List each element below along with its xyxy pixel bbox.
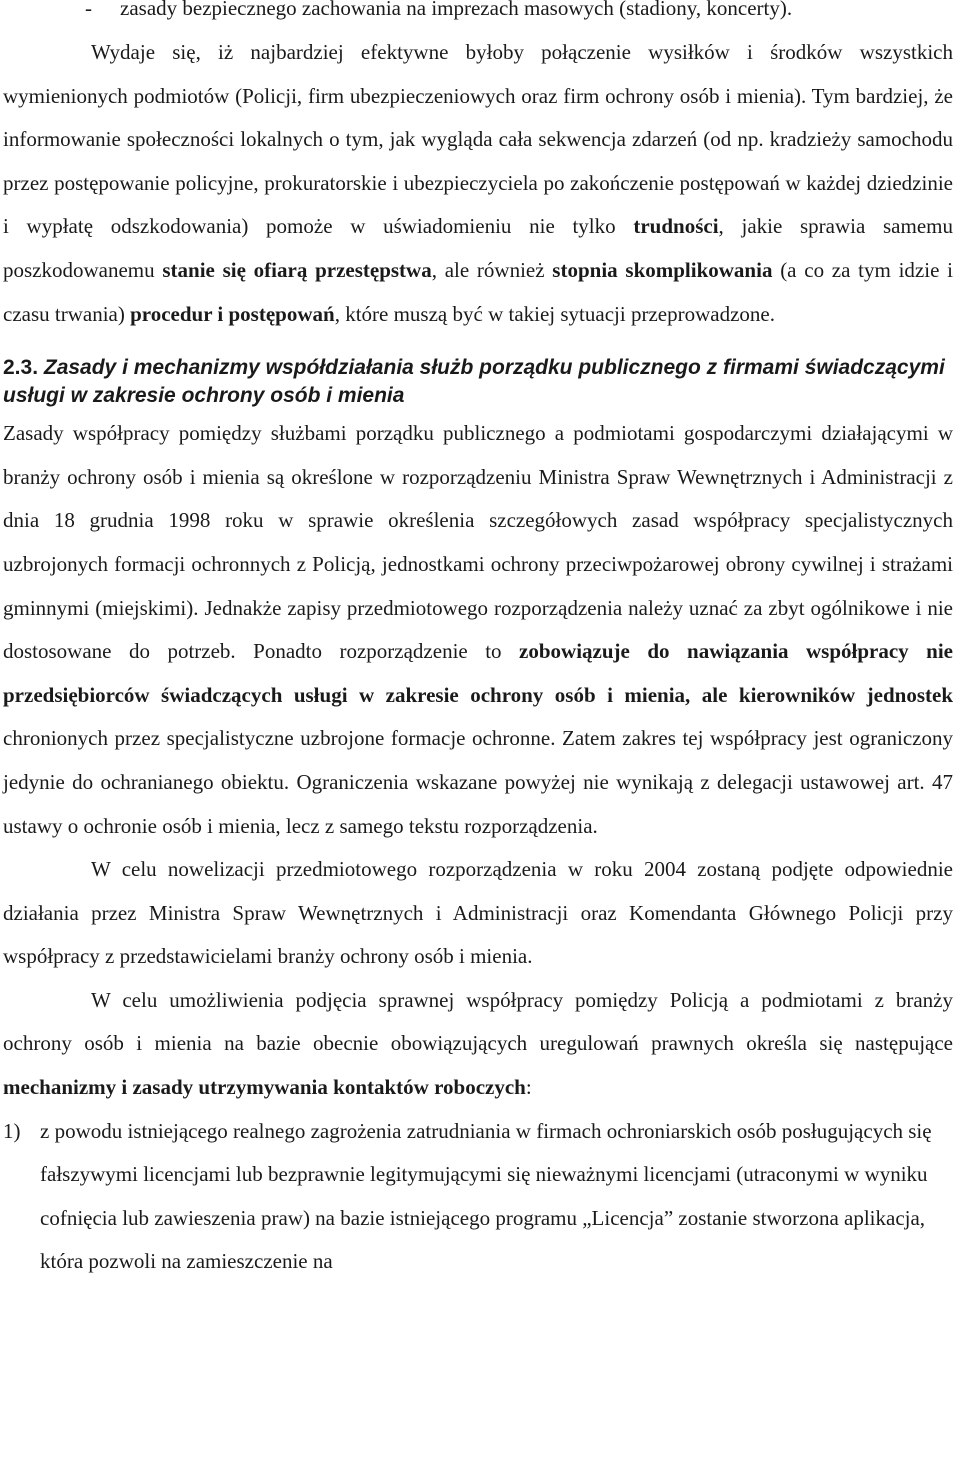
- paragraph-amendment: W celu nowelizacji przedmiotowego rozporządzenia w roku 2004 zostaną podjęte odpowiednie działania przez Ministra Spraw Wewnętrznych i Administracji oraz Komendanta Głównego Policji przy współpracy z przedstawicielami branży ochrony osób i mienia.: [3, 857, 953, 969]
- document-page: [3, 0, 953, 1284]
- list-dash-marker: -: [85, 0, 92, 20]
- bold-run: stopnia skomplikowania: [552, 257, 773, 282]
- bold-run: mechanizmy i zasady utrzymywania kontaktów roboczych: [3, 1075, 526, 1100]
- text-run: , ale również: [431, 257, 553, 282]
- text-run: chronionych przez specjalistyczne uzbrojone formacje ochronne. Zatem zakres tej współpracy jest ograniczony jedynie do ochranianego obiektu. Ograniczenia wskazane powyżej nie wynikają z delegacji ustawowej art. 47 ustawy o ochronie osób i mienia, lecz z samego tekstu rozporządzenia.: [3, 726, 953, 838]
- text-run: :: [525, 1075, 532, 1100]
- section-heading: [3, 354, 953, 410]
- bold-run: stanie się ofiarą przestępstwa: [162, 257, 432, 282]
- section-title: Zasady i mechanizmy współdziałania służb porządku publicznego z firmami świadczącymi usługi w zakresie ochrony osób i mienia: [3, 356, 945, 408]
- paragraph-regulation: [3, 412, 953, 848]
- text-run: Zasady współpracy pomiędzy służbami porządku publicznego a podmiotami gospodarczymi działającymi w branży ochrony osób i mienia są określone w rozporządzeniu Ministra Spraw Wewnętrznych i Administracji z dnia 18 grudnia 1998 roku w sprawie określenia szczegółowych zasad współpracy specjalistycznych uzbrojonych formacji ochronnych z Policją, jednostkami ochrony przeciwpożarowej obrony cywilnej i strażami gminnymi (miejskimi). Jednakże zapisy przedmiotowego rozporządzenia należy uznać za zbyt ogólnikowe i nie dostosowane do potrzeb. Ponadto rozporządzenie to: [3, 421, 953, 664]
- section-number: 2.3.: [3, 356, 39, 380]
- paragraph-cooperation-effectiveness: [3, 31, 953, 336]
- bold-run: zobowiązuje do nawiązania współpracy nie przedsiębiorców świadczących usługi w zakresie ochrony osób i mienia, ale kierowników jednostek: [3, 639, 954, 707]
- paragraph-mechanisms: [3, 979, 953, 1110]
- list-item-text: zasady bezpiecznego zachowania na imprezach masowych (stadiony, koncerty).: [120, 0, 793, 20]
- bold-run: trudności: [633, 214, 719, 239]
- text-run: W celu umożliwienia podjęcia sprawnej współpracy pomiędzy Policją a podmiotami z branży ochrony osób i mienia na bazie obecnie obowiązujących uregulowań prawnych określa się następujące: [3, 987, 953, 1056]
- list-item-licence: [3, 1110, 953, 1284]
- list-number-marker: 1): [3, 1118, 21, 1143]
- text-run: , które muszą być w takiej sytuacji przeprowadzone.: [334, 301, 775, 326]
- text-run: (a co za tym idzie i czasu trwania): [3, 257, 953, 326]
- text-run: Wydaje się, iż najbardziej efektywne byłoby połączenie wysiłków i środków wszystkich wymienionych podmiotów (Policji, firm ubezpieczeniowych oraz firm ochrony osób i mienia). Tym bardziej, że informowanie społeczności lokalnych o tym, jak wygląda cała sekwencja zdarzeń (od np. kradzieży samochodu przez postępowanie policyjne, prokuratorskie i ubezpieczyciela po zakończenie postępowań w każdej dziedzinie i wypłatę odszkodowania) pomoże w uświadomieniu nie tylko: [3, 40, 953, 239]
- list-item-safety-rules: [3, 0, 953, 28]
- list-item-text: z powodu istniejącego realnego zagrożenia zatrudniania w firmach ochroniarskich osób posługujących się fałszywymi licencjami lub bezprawnie legitymującymi się nieważnymi licencjami (utraconymi w wyniku cofnięcia lub zawieszenia praw) na bazie istniejącego programu „Licencja” zostanie stworzona aplikacja, która pozwoli na zamieszczenie na: [40, 1118, 932, 1274]
- bold-run: procedur i postępowań: [130, 301, 335, 326]
- text-run: , jakie sprawia samemu poszkodowanemu: [3, 214, 953, 282]
